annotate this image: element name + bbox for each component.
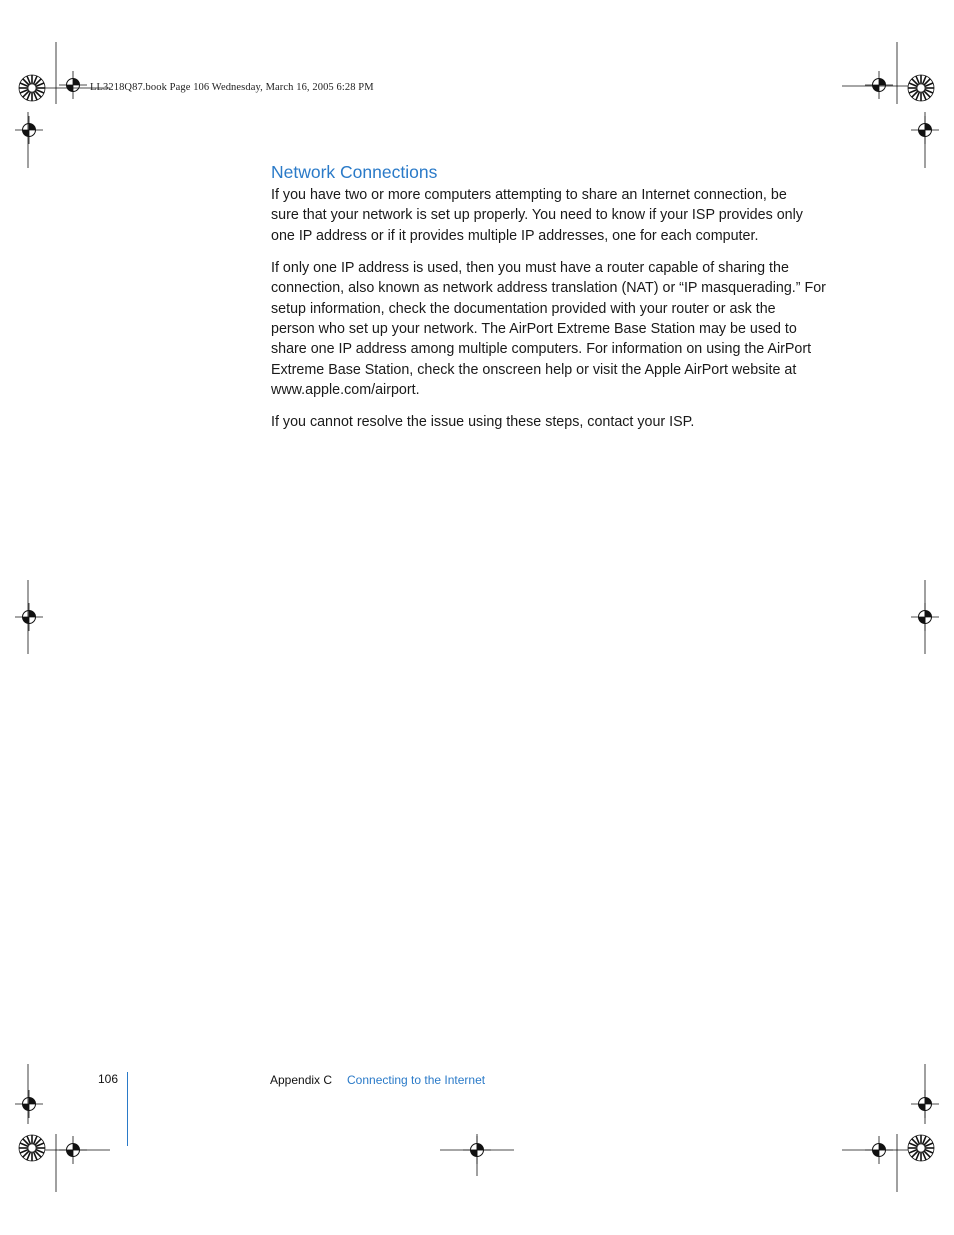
text-line: Extreme Base Station, check the onscreen help or visit the Apple AirPort website at — [271, 361, 797, 378]
text-line: If you have two or more computers attempting to share an Internet connection, be — [271, 187, 787, 203]
print-slug: LL3218Q87.book Page 106 Wednesday, March 16, 2005 6:28 PM — [90, 82, 374, 93]
text-line: person who set up your network. The AirPort Extreme Base Station may be used to — [271, 320, 797, 337]
text-line: If you cannot resolve the issue using these steps, contact your ISP. — [271, 414, 695, 431]
paragraph-3 — [271, 412, 831, 432]
text-line: sure that your network is set up properly. You need to know if your ISP provides only — [271, 207, 803, 224]
text-line: If only one IP address is used, then you must have a router capable of sharing the — [271, 259, 789, 276]
paragraph-2 — [271, 258, 831, 401]
paragraph-1 — [271, 185, 831, 246]
text-line: one IP address or if it provides multiple IP addresses, one for each computer. — [271, 227, 759, 244]
footer-rule — [127, 1072, 128, 1146]
text-line: www.apple.com/airport. — [271, 382, 420, 399]
text-line: share one IP address among multiple computers. For information on using the AirPort — [271, 341, 812, 358]
footer-appendix-label: Appendix C — [270, 1073, 333, 1087]
text-line: connection, also known as network address translation (NAT) or “IP masquerading.” For — [271, 280, 826, 297]
body-text — [271, 185, 831, 444]
footer-chapter-title: Connecting to the Internet — [347, 1073, 486, 1087]
text-line: setup information, check the documentation provided with your router or ask the — [271, 300, 776, 317]
page-number: 106 — [98, 1072, 119, 1086]
section-heading: Network Connections — [271, 162, 438, 182]
